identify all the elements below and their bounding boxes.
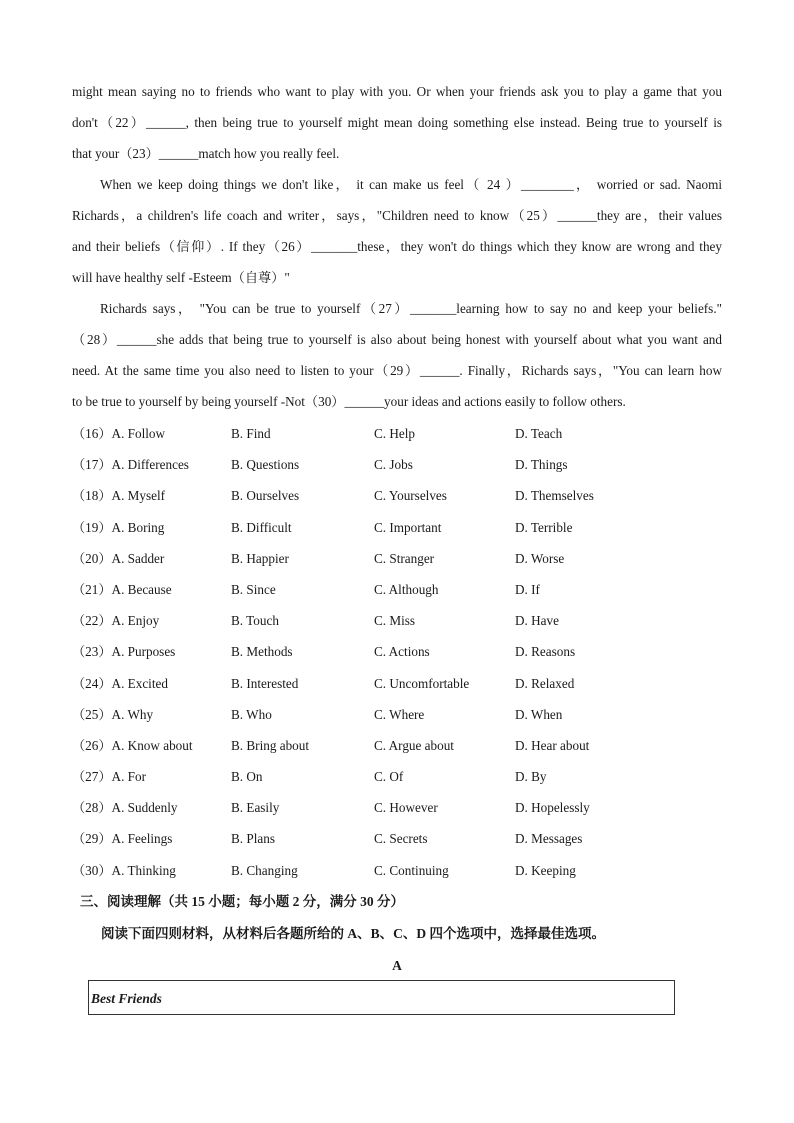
option-b: B. Bring about <box>231 737 310 753</box>
option-d: D. Reasons <box>515 644 576 660</box>
option-row <box>72 798 722 829</box>
option-d: D. When <box>515 706 563 722</box>
passage-line: don't（22）______, then being true to yourself might mean doing something else instead. Being true to yourself is <box>72 115 722 130</box>
option-c: C. Secrets <box>374 831 428 847</box>
option-d: D. If <box>515 581 540 597</box>
option-row <box>72 642 722 673</box>
option-d: D. Terrible <box>515 519 573 535</box>
option-c: C. Help <box>374 426 416 441</box>
option-row <box>72 705 722 736</box>
option-b: B. Who <box>231 706 272 722</box>
option-a: （23）A. Purposes <box>72 644 176 660</box>
option-row <box>72 861 722 892</box>
passage-line: to be true to yourself by being yourself -Not（30）______your ideas and actions easily to follow others. <box>72 394 626 409</box>
option-a: （28）A. Suddenly <box>72 800 178 816</box>
option-a: （26）A. Know about <box>72 737 193 753</box>
passage-line: （28）______she adds that being true to yourself is also about being honest with yourself about what you want and <box>72 332 722 347</box>
option-a: （20）A. Sadder <box>72 550 165 566</box>
option-d: D. Things <box>515 457 568 473</box>
passage-line: might mean saying no to friends who want to play with you. Or when your friends ask you to play a game that you <box>72 84 722 99</box>
passage-title: Best Friends <box>91 991 162 1006</box>
option-a: （22）A. Enjoy <box>72 613 160 629</box>
option-d: D. Worse <box>515 550 565 566</box>
option-c: C. Important <box>374 519 442 535</box>
option-c: C. Argue about <box>374 737 454 753</box>
option-d: D. Teach <box>515 426 563 441</box>
option-row <box>72 518 722 549</box>
option-a: （24）A. Excited <box>72 675 168 691</box>
option-b: B. Touch <box>231 613 279 629</box>
passage-label: A <box>392 958 402 973</box>
option-d: D. Have <box>515 613 559 629</box>
option-row <box>72 549 722 580</box>
option-c: C. Miss <box>374 613 416 629</box>
option-row <box>72 580 722 611</box>
option-c: C. Yourselves <box>374 488 447 504</box>
option-d: D. Keeping <box>515 862 576 878</box>
option-a: （16）A. Follow <box>72 426 166 441</box>
option-a: （19）A. Boring <box>72 519 165 535</box>
option-c: C. Stranger <box>374 550 435 566</box>
option-row <box>72 674 722 705</box>
option-b: B. Methods <box>231 644 293 660</box>
option-d: D. Relaxed <box>515 675 575 691</box>
passage-line: that your（23）______match how you really feel. <box>72 146 340 161</box>
cloze-passage <box>72 82 722 423</box>
option-a: （17）A. Differences <box>72 457 189 473</box>
option-a: （29）A. Feelings <box>72 831 173 847</box>
instructions: 阅读下面四则材料，从材料后各题所给的 A、B、C、D 四个选项中，选择最佳选项。 <box>101 926 606 941</box>
option-c: C. Continuing <box>374 862 449 878</box>
option-row <box>72 829 722 860</box>
option-b: B. Difficult <box>231 519 292 535</box>
option-a: （30）A. Thinking <box>72 862 176 878</box>
option-a: （25）A. Why <box>72 706 154 722</box>
passage-title-box <box>88 980 675 1015</box>
passage-line: and their beliefs（信仰）. If they（26）_______these，they won't do things which they know are wrong and they <box>72 239 722 254</box>
option-c: C. Jobs <box>374 457 413 473</box>
option-a: （21）A. Because <box>72 581 172 597</box>
option-row <box>72 455 722 486</box>
option-a: （18）A. Myself <box>72 488 166 504</box>
option-b: B. Find <box>231 426 271 441</box>
option-a: （27）A. For <box>72 769 146 785</box>
option-b: B. Ourselves <box>231 488 300 504</box>
options-list <box>72 424 722 892</box>
option-b: B. Since <box>231 581 276 597</box>
option-b: B. Easily <box>231 800 280 816</box>
option-row <box>72 486 722 517</box>
option-c: C. However <box>374 800 438 816</box>
option-c: C. Actions <box>374 644 430 660</box>
option-b: B. Happier <box>231 550 289 566</box>
section-heading: 三、阅读理解（共 15 小题；每小题 2 分，满分 30 分） <box>80 894 404 909</box>
passage-line: will have healthy self -Esteem（自尊）" <box>72 270 290 285</box>
option-c: C. Uncomfortable <box>374 675 470 691</box>
passage-line: Richards says， "You can be true to yourself（27）_______learning how to say no and keep your beliefs." <box>100 301 722 316</box>
option-b: B. Interested <box>231 675 299 691</box>
option-row <box>72 424 722 455</box>
option-d: D. Hopelessly <box>515 800 590 816</box>
option-d: D. Messages <box>515 831 583 847</box>
option-d: D. Hear about <box>515 737 590 753</box>
option-b: B. Questions <box>231 457 300 473</box>
passage-line: When we keep doing things we don't like， it can make us feel（ 24 ）________， worried or sad. Naomi <box>100 177 722 192</box>
option-c: C. Where <box>374 706 425 722</box>
passage-line: need. At the same time you also need to listen to your（29）______. Finally，Richards says，"You can learn how <box>72 363 722 378</box>
option-b: B. Changing <box>231 862 298 878</box>
option-d: D. Themselves <box>515 488 594 504</box>
option-b: B. On <box>231 769 263 785</box>
option-d: D. By <box>515 769 547 785</box>
option-row <box>72 736 722 767</box>
option-c: C. Of <box>374 769 404 785</box>
option-b: B. Plans <box>231 831 275 847</box>
option-c: C. Although <box>374 581 439 597</box>
option-row <box>72 767 722 798</box>
option-row <box>72 611 722 642</box>
passage-line: Richards，a children's life coach and writer，says，"Children need to know（25）______they are，their values <box>72 208 722 223</box>
